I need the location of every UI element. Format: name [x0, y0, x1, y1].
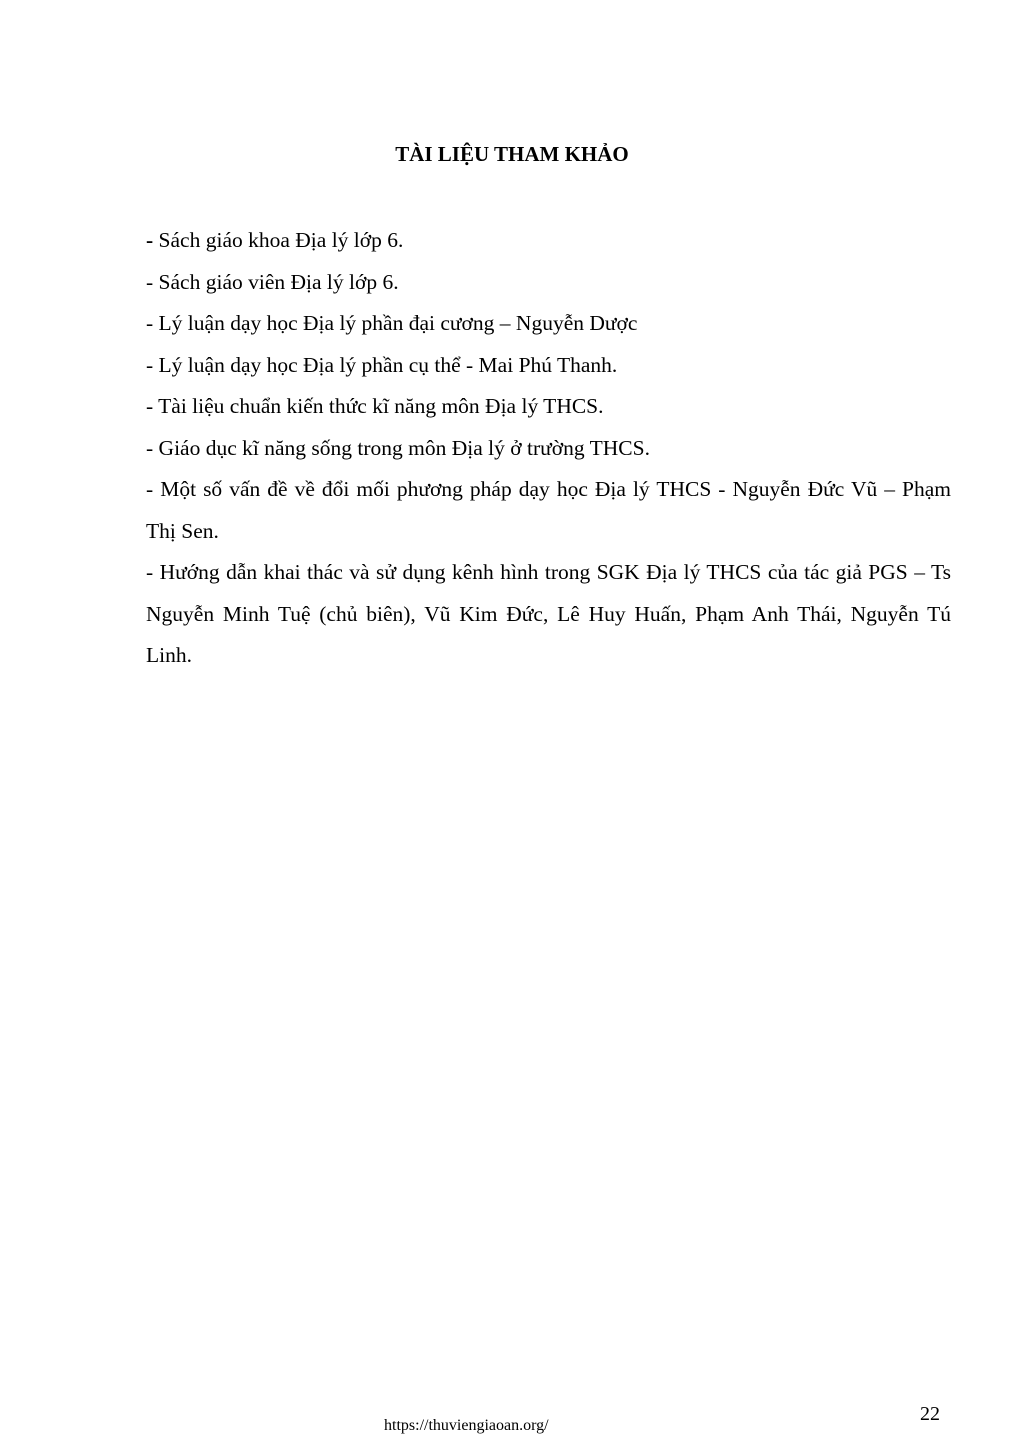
reference-dash: - [146, 352, 154, 377]
reference-item [146, 220, 951, 262]
page-title: TÀI LIỆU THAM KHẢO [395, 142, 629, 166]
reference-text: Sách giáo viên Địa lý lớp 6. [153, 269, 399, 294]
reference-text: Giáo dục kĩ năng sống trong môn Địa lý ở trường THCS. [153, 435, 650, 460]
reference-text: Hướng dẫn khai thác và sử dụng kênh hình trong SGK Địa lý THCS của tác giả PGS – Ts Nguyễn Minh Tuệ (chủ biên), Vũ Kim Đức, Lê Huy Huấn, Phạm Anh Thái, Nguyễn Tú Linh. [146, 560, 951, 667]
reference-dash: - [146, 269, 154, 294]
reference-text: Sách giáo khoa Địa lý lớp 6. [153, 228, 404, 252]
reference-dash: - [146, 560, 154, 584]
footer-url[interactable]: https://thuviengiaoan.org/ [384, 1417, 549, 1434]
reference-item [146, 303, 951, 345]
reference-text: Một số vấn đề về đổi mối phương pháp dạy học Địa lý THCS - Nguyễn Đức Vũ – Phạm Thị Sen. [146, 477, 951, 543]
reference-list [146, 220, 951, 677]
reference-dash: - [146, 311, 154, 335]
reference-item [146, 552, 951, 677]
reference-text: Lý luận dạy học Địa lý phần cụ thể - Mai Phú Thanh. [153, 352, 618, 377]
reference-dash: - [146, 477, 154, 501]
reference-item [146, 386, 951, 428]
reference-dash: - [146, 394, 154, 418]
reference-item [146, 262, 951, 304]
reference-text: Lý luận dạy học Địa lý phần đại cương – Nguyễn Dược [153, 311, 638, 335]
reference-text: Tài liệu chuẩn kiến thức kĩ năng môn Địa lý THCS. [153, 394, 604, 418]
reference-item [146, 428, 951, 470]
reference-dash: - [146, 435, 154, 460]
reference-dash: - [146, 228, 154, 252]
reference-item [146, 345, 951, 387]
page-number: 22 [920, 1403, 940, 1425]
reference-item [146, 469, 951, 552]
